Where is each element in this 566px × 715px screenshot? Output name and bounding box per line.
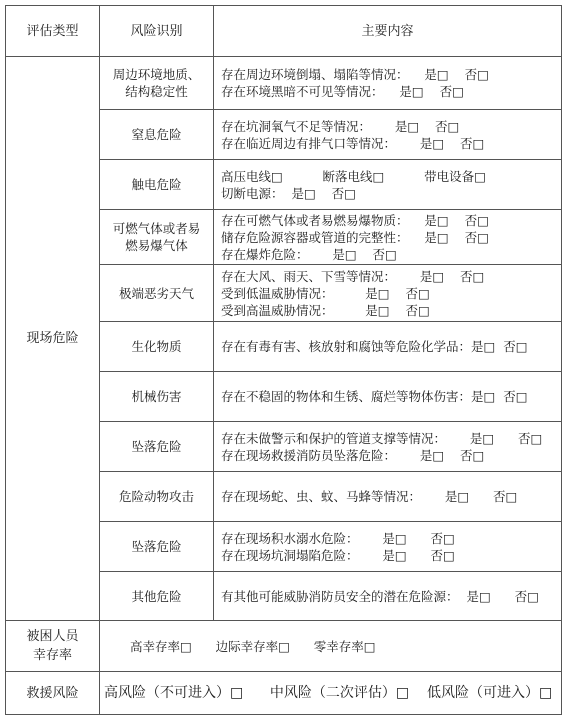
risk-label-line: 窒息危险 (131, 127, 182, 142)
risk-label-line: 危险动物攻击 (118, 489, 194, 504)
content-cell (214, 57, 562, 110)
risk-label-line: 触电危险 (131, 177, 182, 192)
risk-label-line: 生化物质 (131, 339, 182, 354)
assessment-sheet (5, 5, 561, 701)
content-cell (214, 210, 562, 265)
risk-label-line: 结构稳定性 (125, 84, 188, 99)
content-line: 存在周边环境倒塌、塌陷等情况： 是□ 否□ (221, 67, 489, 82)
content-line: 存在可燃气体或者易燃易爆物质： 是□ 否□ (221, 212, 489, 228)
content-line: 储存危险源容器或管道的完整性： 是□ 否□ (221, 229, 489, 245)
content-line: 存在不稳固的物体和生锈、腐烂等物体伤害：是□ 否□ (221, 389, 528, 404)
header-risk-identification: 风险识别 (100, 6, 214, 57)
content-cell (214, 110, 562, 160)
risk-identification-cell (100, 372, 214, 422)
risk-label-line: 极端恶劣天气 (118, 285, 194, 301)
risk-identification-cell (100, 110, 214, 160)
content-line: 受到高温威胁情况： 是□ 否□ (221, 302, 430, 318)
survival-type-line: 被困人员 (26, 629, 79, 644)
content-cell (214, 265, 562, 322)
site-hazard-type-cell: 现场危险 (6, 57, 100, 621)
content-cell (214, 572, 562, 621)
risk-label-line: 燃易爆气体 (125, 238, 188, 253)
site-hazard-row (6, 57, 562, 110)
risk-assessment-table (5, 5, 562, 715)
risk-identification-cell (100, 522, 214, 572)
table-header-row (6, 6, 562, 57)
survival-type-cell (6, 621, 100, 672)
site-hazard-rows (6, 57, 562, 621)
header-assessment-type: 评估类型 (6, 6, 100, 57)
content-line: 有其他可能威胁消防员安全的潜在危险源： 是□ 否□ (221, 588, 539, 604)
risk-label-line: 坠落危险 (131, 439, 182, 454)
risk-identification-cell (100, 422, 214, 472)
content-cell (214, 522, 562, 572)
content-cell (214, 372, 562, 422)
content-line: 存在现场蛇、虫、蚊、马蜂等情况： 是□ 否□ (221, 489, 518, 504)
content-line: 存在临近周边有排气口等情况： 是□ 否□ (221, 135, 485, 151)
content-line: 切断电源： 是□ 否□ (221, 185, 356, 201)
risk-label-line: 周边环境地质、 (112, 67, 201, 82)
risk-label-line: 坠落危险 (131, 539, 182, 554)
content-line: 存在现场坑洞塌陷危险： 是□ 否□ (221, 547, 455, 563)
content-line: 高压电线□ 断落电线□ 带电设备□ (221, 168, 486, 184)
header-main-content: 主要内容 (214, 6, 562, 57)
content-cell (214, 160, 562, 210)
survival-options: 高幸存率□ 边际幸存率□ 零幸存率□ (100, 621, 562, 672)
content-line: 存在环境黑暗不可见等情况： 是□ 否□ (221, 84, 464, 99)
content-line: 存在大风、雨天、下雪等情况： 是□ 否□ (221, 268, 485, 284)
risk-identification-cell (100, 322, 214, 372)
content-line: 存在现场积水溺水危险： 是□ 否□ (221, 530, 455, 546)
rescue-risk-row (6, 672, 562, 715)
risk-label-line: 可燃气体或者易 (112, 221, 201, 236)
content-cell (214, 322, 562, 372)
content-cell (214, 472, 562, 522)
content-line: 受到低温威胁情况： 是□ 否□ (221, 285, 430, 301)
risk-identification-cell (100, 57, 214, 110)
survival-row (6, 621, 562, 672)
survival-type-line: 幸存率 (32, 648, 72, 663)
risk-identification-cell (100, 472, 214, 522)
risk-label-line: 其他危险 (131, 588, 182, 604)
content-line: 存在有毒有害、核放射和腐蚀等危险化学品：是□ 否□ (221, 339, 528, 354)
rescue-risk-options: 高风险（不可进入）□ 中风险（二次评估）□ 低风险（可进入）□ (100, 672, 562, 715)
content-line: 存在爆炸危险： 是□ 否□ (221, 246, 397, 262)
risk-identification-cell (100, 210, 214, 265)
risk-identification-cell (100, 160, 214, 210)
risk-identification-cell (100, 265, 214, 322)
content-cell (214, 422, 562, 472)
risk-identification-cell (100, 572, 214, 621)
risk-label-line: 机械伤害 (131, 389, 182, 404)
content-line: 存在未做警示和保护的管道支撑等情况： 是□ 否□ (221, 430, 543, 446)
content-line: 存在坑洞氧气不足等情况： 是□ 否□ (221, 118, 460, 134)
rescue-risk-type-cell: 救援风险 (6, 672, 100, 715)
content-line: 存在现场救援消防员坠落危险： 是□ 否□ (221, 447, 485, 463)
